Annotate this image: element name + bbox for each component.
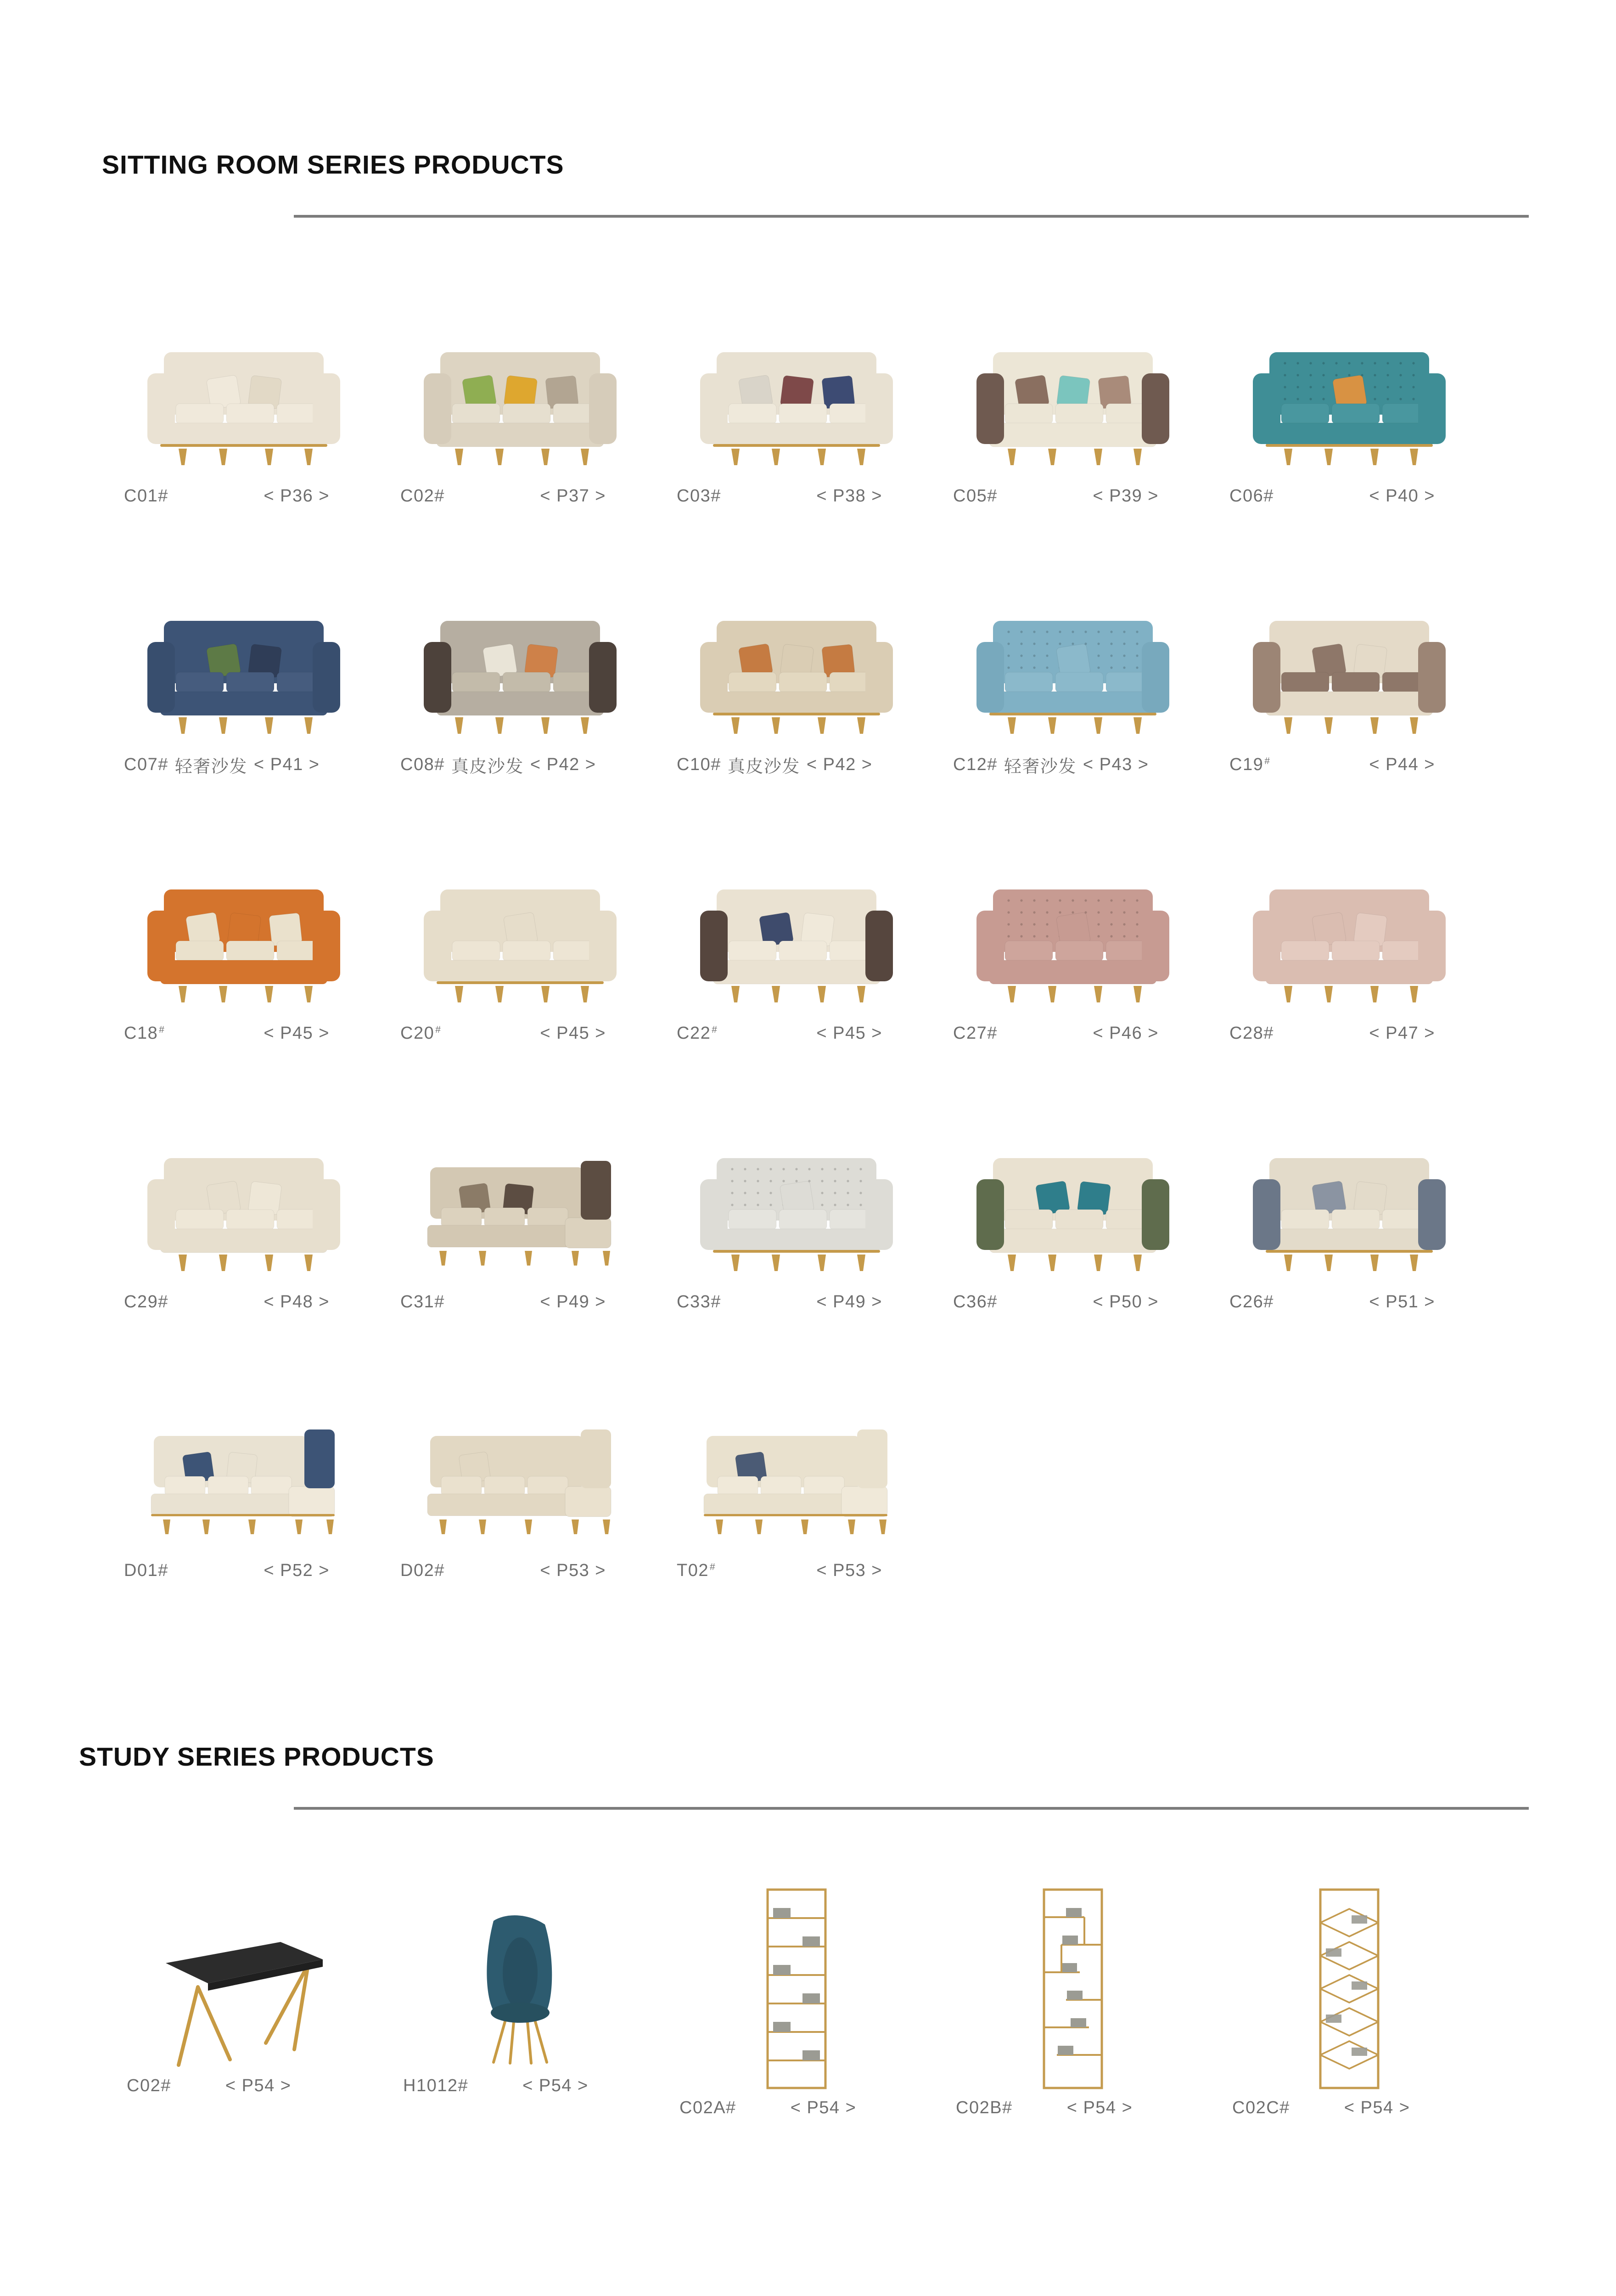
product-caption — [1211, 2098, 1487, 2118]
product-code: C18# — [124, 1024, 165, 1043]
product-item — [658, 241, 935, 509]
product-item — [382, 778, 658, 1047]
sitting-room-divider-line — [294, 215, 1529, 218]
sofa-image — [1211, 241, 1487, 484]
product-caption — [658, 484, 935, 509]
study-divider-line — [294, 1807, 1529, 1810]
sofa-image — [658, 778, 935, 1021]
product-code: C31# — [400, 1292, 445, 1312]
shelf-image — [935, 1883, 1211, 2098]
sofa-image — [658, 1047, 935, 1289]
chair-image — [382, 1883, 658, 2073]
product-code: C28# — [1229, 1024, 1274, 1043]
product-page-ref: < P51 > — [1369, 1292, 1435, 1312]
product-page-ref: < P53 > — [540, 1561, 606, 1581]
product-caption — [106, 1021, 382, 1047]
sofa-image — [935, 509, 1211, 752]
study-product-grid — [106, 1883, 1487, 2117]
sofa-image — [1211, 509, 1487, 752]
product-code: C03# — [677, 486, 721, 506]
product-code: C26# — [1229, 1292, 1274, 1312]
product-item — [658, 778, 935, 1047]
section-sitting-room — [0, 152, 1616, 1584]
product-page-ref: < P45 > — [816, 1024, 882, 1043]
product-code: H1012# — [403, 2076, 469, 2096]
product-page-ref: < P42 > — [806, 755, 873, 775]
product-caption — [658, 1558, 935, 1584]
product-code: C05# — [953, 486, 998, 506]
product-caption — [658, 1289, 935, 1315]
sofa-image — [1211, 778, 1487, 1021]
product-item — [1211, 509, 1487, 778]
product-caption — [1211, 484, 1487, 509]
product-caption — [935, 752, 1211, 778]
product-code: C33# — [677, 1292, 721, 1312]
product-code: C12# — [953, 755, 998, 775]
sectional-image — [382, 1315, 658, 1558]
product-caption — [1211, 1021, 1487, 1047]
sofa-image — [658, 509, 935, 752]
shelf-image — [1211, 1883, 1487, 2098]
product-caption — [382, 2073, 658, 2099]
product-item — [1211, 1047, 1487, 1315]
product-caption — [935, 1021, 1211, 1047]
product-caption — [382, 752, 658, 778]
section-study — [0, 1742, 1616, 2117]
product-item — [106, 1047, 382, 1315]
product-code: D02# — [400, 1561, 445, 1581]
sectional-image — [382, 1047, 658, 1289]
product-page-ref: < P53 > — [816, 1561, 882, 1581]
product-caption — [106, 1289, 382, 1315]
sectional-image — [106, 1315, 382, 1558]
product-code: C02# — [127, 2076, 171, 2096]
product-caption — [1211, 1289, 1487, 1315]
study-title: STUDY SERIES PRODUCTS — [79, 1742, 434, 1772]
product-item — [1211, 1883, 1487, 2117]
product-code: T02# — [677, 1561, 716, 1581]
product-page-ref: < P38 > — [816, 486, 882, 506]
product-page-ref: < P48 > — [264, 1292, 330, 1312]
product-page-ref: < P47 > — [1369, 1024, 1435, 1043]
product-item — [935, 1047, 1211, 1315]
product-caption — [1211, 752, 1487, 778]
product-code: C02A# — [679, 2098, 736, 2117]
product-item — [106, 241, 382, 509]
product-page-ref: < P37 > — [540, 486, 606, 506]
sectional-image — [658, 1315, 935, 1558]
sofa-image — [1211, 1047, 1487, 1289]
product-page-ref: < P49 > — [816, 1292, 882, 1312]
product-code: C02# — [400, 486, 445, 506]
product-code: C10# — [677, 755, 721, 775]
product-item — [935, 778, 1211, 1047]
sofa-image — [106, 778, 382, 1021]
product-item — [935, 509, 1211, 778]
product-code: C22# — [677, 1024, 718, 1043]
product-page-ref: < P54 > — [1066, 2098, 1133, 2117]
product-item — [106, 1883, 382, 2099]
product-item — [658, 1047, 935, 1315]
product-name-cn: 轻奢沙发 — [1004, 757, 1077, 777]
product-page-ref: < P39 > — [1093, 486, 1159, 506]
sofa-image — [382, 509, 658, 752]
product-code: C06# — [1229, 486, 1274, 506]
product-page-ref: < P50 > — [1093, 1292, 1159, 1312]
product-item — [106, 1315, 382, 1584]
product-code: C36# — [953, 1292, 998, 1312]
product-page-ref: < P44 > — [1369, 755, 1435, 775]
shelf-image — [658, 1883, 935, 2098]
product-code: C07# — [124, 755, 168, 775]
product-page-ref: < P42 > — [530, 755, 596, 775]
product-code: C20# — [400, 1024, 442, 1043]
product-item — [382, 1315, 658, 1584]
sofa-image — [658, 241, 935, 484]
sofa-image — [106, 241, 382, 484]
product-caption — [106, 752, 382, 778]
product-page-ref: < P46 > — [1093, 1024, 1159, 1043]
product-caption — [382, 1558, 658, 1584]
product-name-cn: 真皮沙发 — [727, 757, 800, 777]
product-caption — [382, 484, 658, 509]
product-caption — [935, 2098, 1211, 2118]
product-page-ref: < P43 > — [1083, 755, 1149, 775]
product-page-ref: < P54 > — [522, 2076, 589, 2096]
sofa-image — [382, 241, 658, 484]
product-name-cn: 轻奢沙发 — [174, 757, 247, 777]
product-item — [382, 1883, 658, 2099]
product-code: C01# — [124, 486, 168, 506]
product-item — [382, 241, 658, 509]
sofa-image — [935, 241, 1211, 484]
sofa-image — [935, 778, 1211, 1021]
product-caption — [658, 2098, 935, 2118]
sofa-image — [106, 1047, 382, 1289]
product-page-ref: < P45 > — [264, 1024, 330, 1043]
product-code: D01# — [124, 1561, 168, 1581]
product-caption — [935, 484, 1211, 509]
product-item — [106, 509, 382, 778]
sitting-room-title: SITTING ROOM SERIES PRODUCTS — [102, 150, 564, 180]
product-caption — [658, 752, 935, 778]
product-page-ref: < P52 > — [264, 1561, 330, 1581]
product-caption — [106, 484, 382, 509]
product-page-ref: < P40 > — [1369, 486, 1435, 506]
product-item — [382, 1047, 658, 1315]
product-code: C19# — [1229, 755, 1271, 775]
product-code: C02B# — [956, 2098, 1013, 2117]
product-page-ref: < P54 > — [790, 2098, 857, 2117]
product-code: C08# — [400, 755, 445, 775]
sitting-room-product-grid — [106, 241, 1487, 1584]
product-item — [658, 1315, 935, 1584]
product-page-ref: < P45 > — [540, 1024, 606, 1043]
product-page-ref: < P36 > — [264, 486, 330, 506]
product-code: C27# — [953, 1024, 998, 1043]
product-caption — [106, 1558, 382, 1584]
product-code: C02C# — [1232, 2098, 1290, 2117]
sofa-image — [382, 778, 658, 1021]
product-code: C29# — [124, 1292, 168, 1312]
sofa-image — [935, 1047, 1211, 1289]
product-item — [658, 1883, 935, 2117]
product-item — [658, 509, 935, 778]
desk-image — [106, 1883, 382, 2073]
sofa-image — [106, 509, 382, 752]
product-page-ref: < P54 > — [225, 2076, 292, 2096]
product-item — [382, 509, 658, 778]
product-caption — [935, 1289, 1211, 1315]
product-item — [935, 241, 1211, 509]
product-page-ref: < P41 > — [253, 755, 320, 775]
product-item — [935, 1883, 1211, 2117]
catalog-page — [0, 150, 1616, 2117]
product-item — [1211, 241, 1487, 509]
product-caption — [382, 1021, 658, 1047]
product-page-ref: < P54 > — [1344, 2098, 1410, 2117]
product-caption — [382, 1289, 658, 1315]
product-caption — [658, 1021, 935, 1047]
product-item — [1211, 778, 1487, 1047]
product-item — [106, 778, 382, 1047]
product-caption — [106, 2073, 382, 2099]
product-page-ref: < P49 > — [540, 1292, 606, 1312]
product-name-cn: 真皮沙发 — [451, 757, 524, 777]
